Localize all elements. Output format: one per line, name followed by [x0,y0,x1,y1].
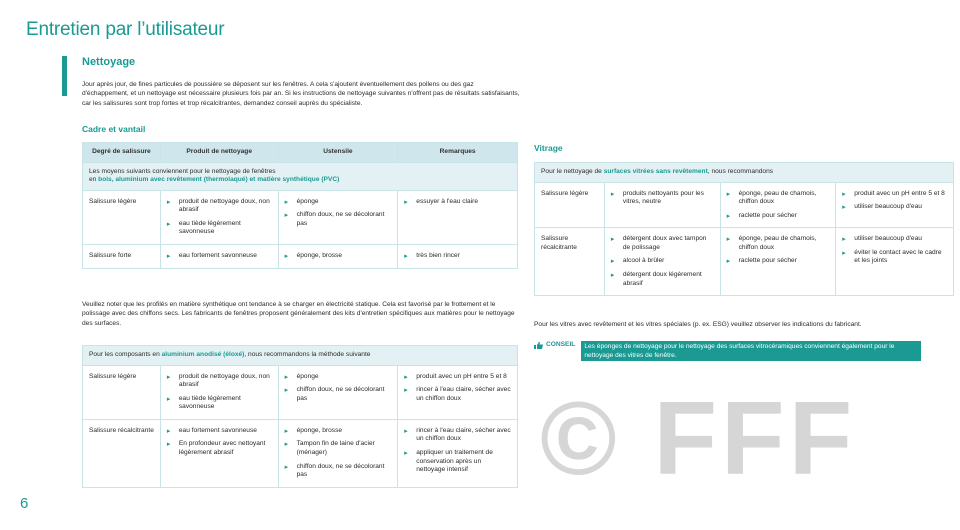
tool-item: ▸ éponge, brosse [285,427,392,436]
tool-cell [278,244,398,268]
tool-cell [720,228,836,296]
note-text: , nous recommandons la méthode suivante [244,351,371,358]
tool-item: ▸ Tampon fin de laine d'acier (ménager) [285,440,392,457]
remark-cell [398,365,518,419]
tool-cell [278,365,398,419]
product-item: ▸ détergent doux avec tampon de polissage [611,235,714,252]
remark-item: ▸ utiliser beaucoup d'eau [842,203,947,212]
product-cell [604,228,720,296]
remark-cell [398,419,518,487]
frame-title: Cadre et vantail [82,124,146,134]
product-cell [160,190,278,244]
glazing-note [535,163,954,183]
degree-cell: Salissure forte [83,244,161,268]
degree-cell: Salissure légère [535,182,605,228]
tool-item: ▸ raclette pour sécher [727,212,830,221]
table-row [83,190,518,244]
frame-materials-note [83,162,518,190]
tip-text: Les éponges de nettoyage pour le nettoyage des surfaces vitrocéramiques conviennent également pour le nettoyage des vitres de fenêtre. [581,341,921,361]
remark-cell [398,190,518,244]
table-row [83,419,518,487]
product-item: ▸ En profondeur avec nettoyant légèrement abrasif [167,440,272,457]
frame-cleaning-table [82,142,518,269]
tool-item: ▸ raclette pour sécher [727,257,830,266]
note-text: Les moyens suivants conviennent pour le nettoyage de fenêtres [89,167,276,175]
note-highlight: bois, aluminium avec revêtement (thermolaqué) et matière synthétique (PVC) [98,176,340,184]
remark-cell [398,244,518,268]
header-remarks: Remarques [398,143,518,163]
table-row [535,228,954,296]
frame-table-header [83,143,518,163]
page-number: 6 [20,495,29,512]
product-item: ▸ produits nettoyants pour les vitres, neutre [611,190,714,207]
product-item: ▸ eau tiède légèrement savonneuse [167,220,272,237]
tool-item: ▸ éponge, peau de chamois, chiffon doux [727,235,830,252]
note-cell [83,162,518,190]
product-item: ▸ produit de nettoyage doux, non abrasif [167,373,272,390]
note-cell [535,163,954,183]
anodized-cleaning-table [82,345,518,488]
product-item: ▸ eau tiède légèrement savonneuse [167,395,272,412]
tool-cell [278,419,398,487]
degree-cell: Salissure légère [83,190,161,244]
product-cell [604,182,720,228]
note-text: Pour le nettoyage de [541,168,604,175]
product-item: ▸ eau fortement savonneuse [167,252,272,261]
note-highlight: aluminium anodisé (éloxé) [161,351,245,358]
product-item: ▸ détergent doux légèrement abrasif [611,271,714,288]
product-cell [160,419,278,487]
remark-item: ▸ éviter le contact avec le cadre et les joints [842,249,947,266]
tool-cell [278,190,398,244]
product-cell [160,244,278,268]
remark-item: ▸ produit avec un pH entre 5 et 8 [842,190,947,199]
product-item: ▸ alcool à brûler [611,257,714,266]
copyright-watermark: © FFF [540,381,857,497]
tip-label-text: CONSEIL [546,341,576,348]
remark-item: ▸ essuyer à l'eau claire [404,198,511,207]
tool-item: ▸ éponge, peau de chamois, chiffon doux [727,190,830,207]
remark-cell [836,228,954,296]
table-row [83,244,518,268]
note-text: , nous recommandons [707,168,774,175]
tool-item: ▸ chiffon doux, ne se décolorant pas [285,463,392,480]
header-degree: Degré de salissure [83,143,161,163]
remark-item: ▸ rincer à l'eau claire, sécher avec un chiffon doux [404,386,511,403]
thumbs-up-icon [534,342,543,349]
table-row [535,182,954,228]
section-intro: Jour après jour, de fines particules de poussière se déposent sur les fenêtres. A cela s'ajoutent éventuellement des pollens ou des gaz d'échappement, et un nettoyage est nécessaire plusieurs fois par an. Si les instructions de nettoyage suivantes n'offrent pas de résultats satisfaisants, car les salissures sont trop fortes et trop récalcitrantes, demandez conseil auprès du spécialiste. [82,81,520,107]
coated-glass-note: Pour les vitres avec revêtement et les vitres spéciales (p. ex. ESG) veuillez observer les indications du fabricant. [534,321,862,328]
product-item: ▸ eau fortement savonneuse [167,427,272,436]
section-title: Nettoyage [82,56,136,68]
remark-cell [836,182,954,228]
note-text: Pour les composants en [89,351,162,358]
product-cell [160,365,278,419]
glazing-cleaning-table [534,162,954,296]
remark-item: ▸ rincer à l'eau claire, sécher avec un chiffon doux [404,427,511,444]
note-highlight: surfaces vitrées sans revêtement [603,168,708,175]
tip-box [534,341,921,361]
tool-item: ▸ chiffon doux, ne se décolorant pas [285,211,392,228]
static-electricity-note: Veuillez noter que les profilés en matière synthétique ont tendance à se charger en électricité statique. Cela est favorisé par le frottement et le polissage avec des chiffons secs. Les fabricants de fenêtres proposent généralement des kits d'entretien spécifiques aux matières pour le nettoyage des surfaces. [82,301,515,327]
tool-item: ▸ éponge [285,373,392,382]
degree-cell: Salissure récalcitrante [83,419,161,487]
remark-item: ▸ très bien rincer [404,252,511,261]
remark-item: ▸ appliquer un traitement de conservation après un nettoyage intensif [404,449,511,475]
tool-item: ▸ éponge, brosse [285,252,392,261]
tool-item: ▸ chiffon doux, ne se décolorant pas [285,386,392,403]
tool-item: ▸ éponge [285,198,392,207]
header-product: Produit de nettoyage [160,143,278,163]
page-title: Entretien par l’utilisateur [26,19,225,40]
degree-cell: Salissure légère [83,365,161,419]
section-accent-bar [62,56,67,96]
note-text: en [89,176,99,184]
tip-label [534,341,575,350]
header-tool: Ustensile [278,143,398,163]
product-item: ▸ produit de nettoyage doux, non abrasif [167,198,272,215]
degree-cell: Salissure récalcitrante [535,228,605,296]
remark-item: ▸ produit avec un pH entre 5 et 8 [404,373,511,382]
note-cell [83,346,518,366]
tool-cell [720,182,836,228]
table-row [83,365,518,419]
anodized-note [83,346,518,366]
remark-item: ▸ utiliser beaucoup d'eau [842,235,947,244]
glazing-title: Vitrage [534,143,563,153]
